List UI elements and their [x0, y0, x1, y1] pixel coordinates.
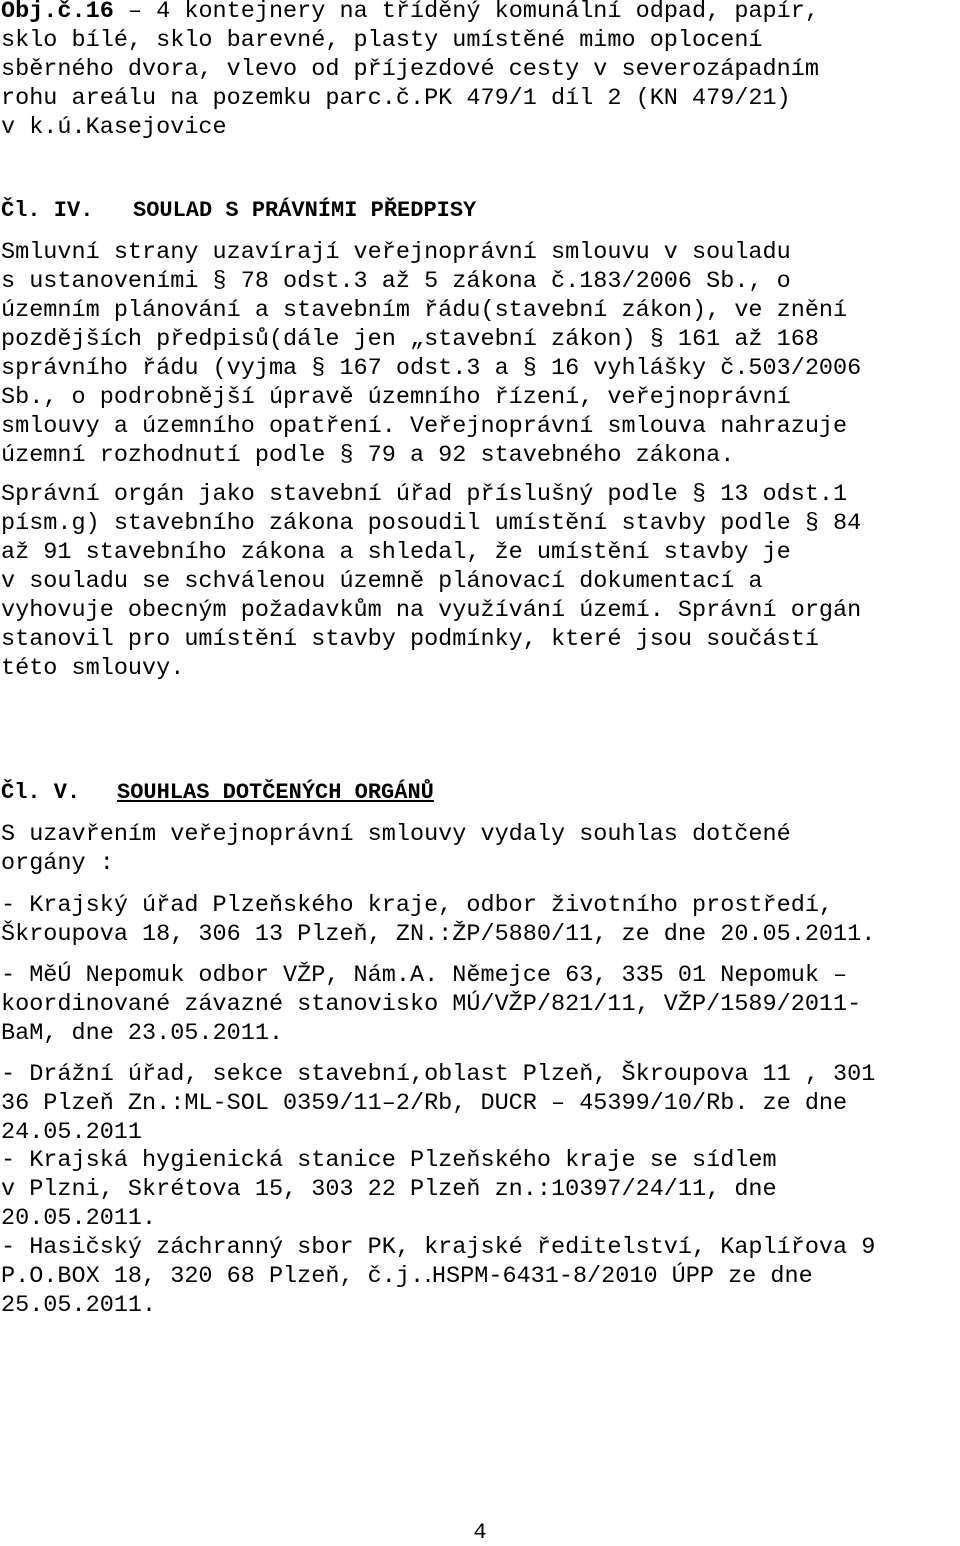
consent-item: - MěÚ Nepomuk odbor VŽP, Nám.A. Němejce 63, 335 01 Nepomuk – koordinované závazné stanovisko MÚ/VŽP/821/11, VŽP/1589/2011- BaM, dne 23.05.2011. [1, 962, 862, 1047]
object-16-label: Obj.č.16 [1, 0, 114, 25]
section-4-number: Čl. IV. [1, 198, 94, 223]
consent-item: - Hasičský záchranný sbor PK, krajské ředitelství, Kaplířova 9 P.O.BOX 18, 320 68 Plzeň, č.j.․HSPM-6431-8/2010 ÚPP ze dne 25.05.2011. [1, 1234, 876, 1319]
consent-item: - Drážní úřad, sekce stavební,oblast Plzeň, Škroupova 11 , 301 36 Plzeň Zn.:ML-SOL 0359/11–2/Rb, DUCR – 45399/10/Rb. ze dne 24.05.2011 [1, 1061, 876, 1146]
section-4-title: SOULAD S PRÁVNÍMI PŘEDPISY [133, 198, 477, 223]
section-5-title: SOUHLAS DOTČENÝCH ORGÁNŮ [117, 780, 434, 805]
consent-item: - Krajská hygienická stanice Plzeňského kraje se sídlem v Plzni, Skrétova 15, 303 22 Plzeň zn.:10397/24/11, dne 20.05.2011. [1, 1147, 777, 1232]
page-number: 4 [473, 1520, 487, 1545]
section-5-intro: S uzavřením veřejnoprávní smlouvy vydaly souhlas dotčené orgány : [1, 821, 791, 877]
section-5-number: Čl. V. [1, 780, 81, 805]
object-16-paragraph: Obj.č.16 – 4 kontejnery na tříděný komunální odpad, papír, sklo bílé, sklo barevné, plasty umístěné mimo oplocení sběrného dvora, vlevo od příjezdové cesty v severozápadním rohu areálu na pozemku parc.č.PK 479/1 díl 2 (KN 479/21) v k.ú.Kasejovice [1, 0, 956, 142]
object-16-first-line: Obj.č.16 – 4 kontejnery na tříděný komunální odpad, papír, [1, 0, 819, 25]
section-4-paragraph-2: Správní orgán jako stavební úřad příslušný podle § 13 odst.1 písm.g) stavebního zákona posoudil umístění stavby podle § 84 až 91 stavebního zákona a shledal, že umístění stavby je v souladu se schválenou územně plánovací dokumentací a vyhovuje obecným požadavkům na využívání území. Správní orgán stanovil pro umístění stavby podmínky, které jsou součástí této smlouvy. [1, 481, 862, 682]
consent-item: - Krajský úřad Plzeňského kraje, odbor životního prostředí, Škroupova 18, 306 13 Plzeň, ZN.:ŽP/5880/11, ze dne 20.05.2011. [1, 892, 876, 948]
section-4-heading [1, 196, 476, 225]
section-4-paragraph-1: Smluvní strany uzavírají veřejnoprávní smlouvu v souladu s ustanoveními § 78 odst.3 až 5 zákona č.183/2006 Sb., o územním plánování a stavebním řádu(stavební zákon), ve znění pozdějších předpisů(dále jen „stavební zákon) § 161 až 168 správního řádu (vyjma § 167 odst.3 a § 16 vyhlášky č.503/2006 Sb., o podrobnější úpravě územního řízení, veřejnoprávní smlouvy a územního opatření. Veřejnoprávní smlouva nahrazuje územní rozhodnutí podle § 79 a 92 stavebného zákona. [1, 239, 862, 469]
section-5-heading [1, 778, 434, 807]
